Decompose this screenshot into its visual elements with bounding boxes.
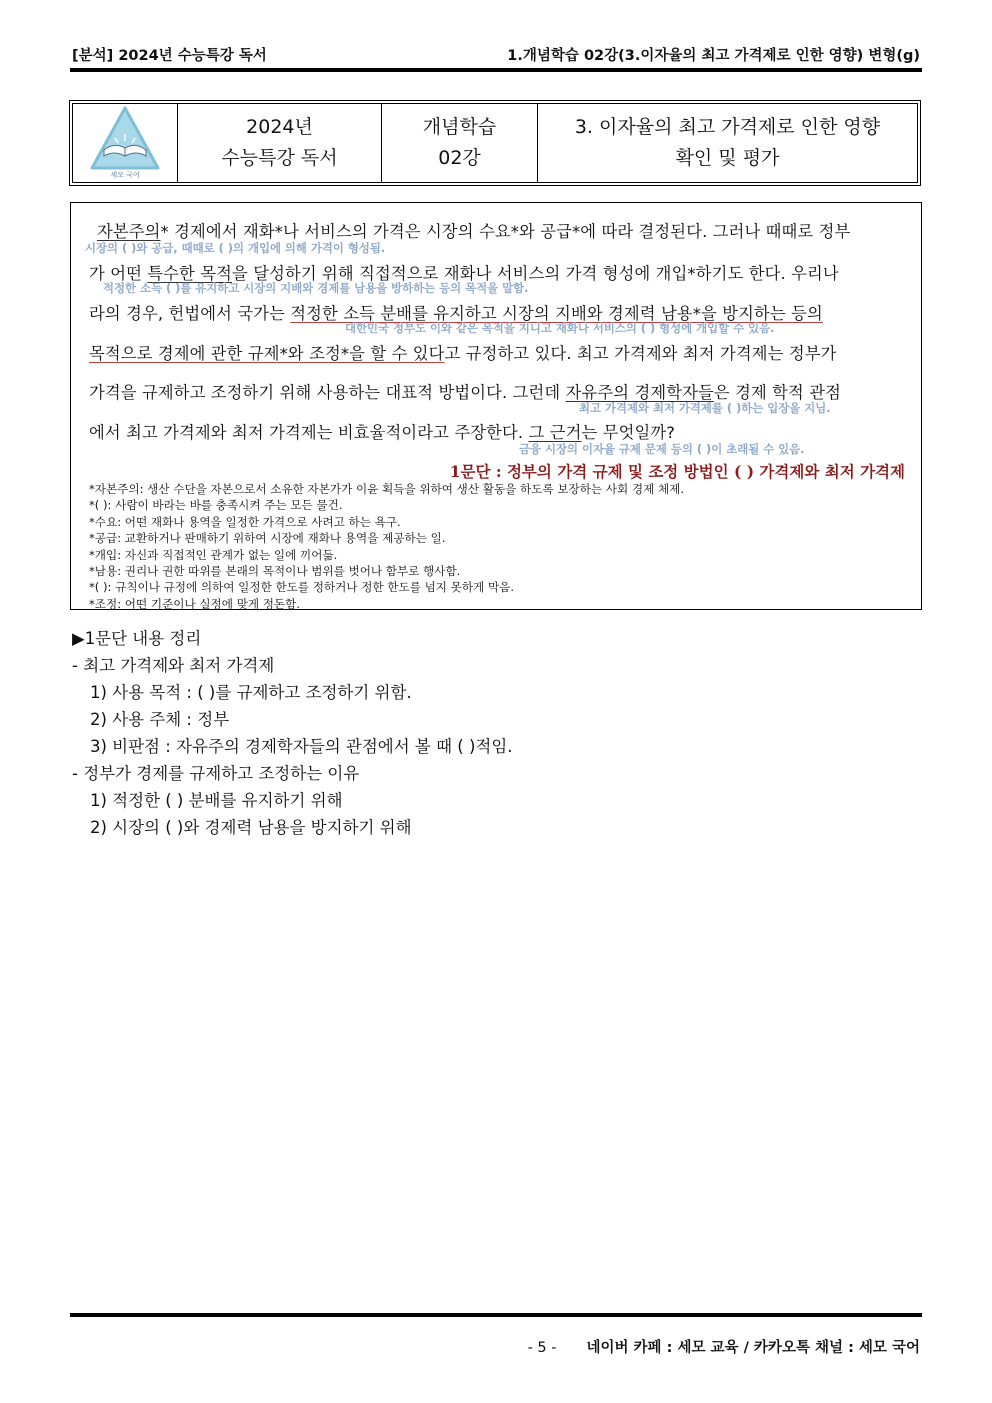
- text-segment: * 경제: [160, 222, 206, 241]
- passage-line-6: [89, 419, 675, 443]
- header-right: 1.개념학습 02강(3.이자율의 최고 가격제로 인한 영향) 변형(g): [507, 48, 920, 64]
- logo-caption: 세모 국어: [110, 171, 140, 179]
- summary-item: 3) 비판점 : 자유주의 경제학자들의 관점에서 볼 때 ( )적임.: [90, 737, 513, 756]
- term-capitalism: 자본주의: [97, 222, 161, 241]
- text-segment: 에서 재화*나 서비스의 가격은 시장의 수요*와 공급*에 따라 결정된다. 그러나 때때로 정부: [205, 222, 851, 241]
- text-segment: 에서 최고 가격제와 최저 가격제는 비효율적이라고 주장한다.: [89, 423, 529, 442]
- footer: [528, 1336, 920, 1357]
- glossary-item: *자본주의: 생산 수단을 자본으로서 소유한 자본가가 이윤 획득을 위하여 생산 활동을 하도록 보장하는 사회 경제 체제.: [89, 482, 685, 496]
- summary-section-1: - 최고 가격제와 최저 가격제: [72, 656, 275, 675]
- header-rule: [70, 68, 922, 72]
- glossary-item: *수요: 어떤 재화나 용역을 일정한 가격으로 사려고 하는 욕구.: [89, 514, 401, 529]
- glossary-item: *남용: 권리나 권한 따위를 본래의 목적이나 범위를 벗어나 함부로 행사함.: [89, 564, 461, 579]
- summary-section-2: - 정부가 경제를 규제하고 조정하는 이유: [72, 764, 360, 783]
- highlight-regulation: 목적으로 경제에 관한 규제*와 조정*을 할 수 있다: [89, 344, 445, 363]
- summary-item: 1) 적정한 ( ) 분배를 유지하기 위해: [90, 791, 343, 810]
- footer-rule: [70, 1313, 922, 1317]
- text-segment: 은 경제 학적 관점: [713, 383, 841, 402]
- glossary: [89, 481, 684, 612]
- logo-cell: [73, 104, 178, 182]
- summary-title: ▶1문단 내용 정리: [72, 629, 202, 648]
- text-segment: 가격을 규제하고 조정하기 위해 사용하는 대표적 방법이다. 그런데: [89, 383, 566, 402]
- lesson-type: 개념학습: [422, 116, 497, 138]
- passage-line-4: [89, 340, 836, 364]
- title-table: [69, 100, 921, 186]
- annotation-1: 시장의 ( )와 공급, 때때로 ( )의 개입에 의해 가격이 형성됨.: [85, 241, 386, 255]
- term-liberal-economists: 자유주의 경제학자들: [565, 383, 714, 402]
- page-number: - 5 -: [527, 1340, 557, 1356]
- footer-text: 네이버 카페 : 세모 교육 / 카카오톡 채널 : 세모 국어: [586, 1340, 920, 1356]
- book-logo-icon: [86, 104, 164, 182]
- highlight-purpose: 적정한 소득 분배를 유지하고 시장의 지배와 경제력 남용*을 방지하는 등의: [290, 304, 823, 323]
- topic-subtitle: 확인 및 평가: [675, 147, 780, 169]
- topic-cell: [538, 104, 917, 182]
- lesson-cell: [382, 104, 538, 182]
- book-cell: [178, 104, 382, 182]
- lesson-number: 02강: [438, 147, 481, 169]
- book-title: 수능특강 독서: [221, 147, 338, 169]
- topic-title: 3. 이자율의 최고 가격제로 인한 영향: [574, 116, 881, 138]
- glossary-item: *( ): 사람이 바라는 바를 충족시켜 주는 모든 물건.: [89, 498, 343, 513]
- annotation-6: 금융 시장의 이자율 규제 문제 등의 ( )이 초래될 수 있음.: [519, 442, 805, 456]
- header-left: [분석] 2024년 수능특강 독서: [72, 48, 267, 64]
- annotation-5: 최고 가격제와 최저 가격제를 ( )하는 입장을 지님.: [579, 401, 831, 415]
- text-segment: 가 어떤: [89, 264, 148, 283]
- glossary-item: *조정: 어떤 기준이나 실정에 맞게 정돈함.: [89, 596, 301, 611]
- summary-item: 2) 시장의 ( )와 경제력 남용을 방지하기 위해: [90, 818, 412, 837]
- text-segment: 는 무엇일까?: [581, 423, 676, 442]
- text-segment: 을 달성하기 위해 직접적으로 재화나 서비스의 가격 형성에 개입*하기도 한다. 우리나: [232, 264, 839, 283]
- annotation-3: 대한민국 정부도 이와 같은 목적을 지니고 재화나 서비스의 ( ) 형성에 개입할 수 있음.: [345, 321, 775, 335]
- passage-line-1: [97, 218, 850, 242]
- book-year: 2024년: [246, 116, 313, 138]
- paragraph-summary: 1문단 : 정부의 가격 규제 및 조정 방법인 ( ) 가격제와 최저 가격제: [449, 462, 905, 481]
- content-summary: [72, 625, 513, 841]
- summary-item: 1) 사용 목적 : ( )를 규제하고 조정하기 위함.: [90, 683, 412, 702]
- term-special-purpose: 특수한 목적: [147, 264, 233, 283]
- glossary-item: *공급: 교환하거나 판매하기 위하여 시장에 재화나 용역을 제공하는 일.: [89, 531, 446, 546]
- summary-item: 2) 사용 주체 : 정부: [90, 710, 230, 729]
- passage-box: [70, 202, 922, 610]
- glossary-item: *( ): 규칙이나 규정에 의하여 일정한 한도를 정하거나 정한 한도를 넘지 못하게 막음.: [89, 580, 515, 595]
- glossary-item: *개입: 자신과 직접적인 관계가 없는 일에 끼어듦.: [89, 547, 338, 562]
- annotation-2: 적정한 소득 ( )를 유지하고 시장의 지배와 경제를 남용을 방하하는 등의 목적을 말함.: [103, 281, 529, 295]
- text-segment: 고 규정하고 있다. 최고 가격제와 최저 가격제는 정부가: [444, 344, 837, 363]
- term-basis: 그 근거: [528, 423, 582, 442]
- text-segment: 라의 경우, 헌법에서 국가는: [89, 304, 291, 323]
